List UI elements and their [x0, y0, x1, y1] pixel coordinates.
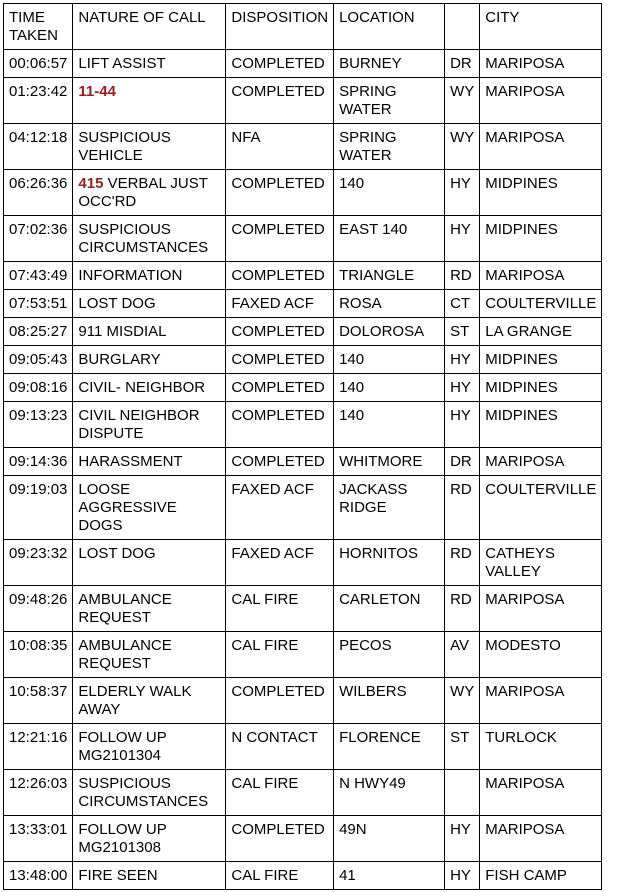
- street-suffix-cell: HY: [445, 816, 480, 862]
- nature-cell: [73, 290, 226, 318]
- city-cell: COULTERVILLE: [480, 476, 602, 540]
- disposition-cell: COMPLETED: [226, 448, 334, 476]
- nature-text: CIVIL- NEIGHBOR: [78, 379, 206, 396]
- disposition-cell: FAXED ACF: [226, 476, 334, 540]
- nature-text: LOST DOG: [78, 295, 156, 312]
- nature-text: INFORMATION: [78, 267, 183, 284]
- time-cell: 10:08:35: [4, 632, 73, 678]
- disposition-cell: CAL FIRE: [226, 586, 334, 632]
- disposition-cell: NFA: [226, 124, 334, 170]
- location-cell: 140: [334, 374, 445, 402]
- time-cell: 04:12:18: [4, 124, 73, 170]
- city-cell: MARIPOSA: [480, 124, 602, 170]
- city-cell: CATHEYS VALLEY: [480, 540, 602, 586]
- call-code: 11-44: [78, 83, 116, 100]
- city-cell: MARIPOSA: [480, 50, 602, 78]
- table-row: [4, 770, 602, 816]
- nature-cell: [73, 216, 226, 262]
- location-cell: FLORENCE: [334, 724, 445, 770]
- time-cell: 00:06:57: [4, 50, 73, 78]
- call-log-table: [3, 3, 602, 890]
- table-row: [4, 50, 602, 78]
- location-cell: BURNEY: [334, 50, 445, 78]
- header-location: LOCATION: [334, 4, 445, 50]
- table-row: [4, 124, 602, 170]
- time-cell: 07:53:51: [4, 290, 73, 318]
- disposition-cell: COMPLETED: [226, 216, 334, 262]
- time-cell: 08:25:27: [4, 318, 73, 346]
- header-street-suffix: [445, 4, 480, 50]
- nature-text: LOOSE AGGRESSIVE DOGS: [78, 481, 177, 534]
- nature-cell: [73, 632, 226, 678]
- location-cell: 140: [334, 346, 445, 374]
- city-cell: MARIPOSA: [480, 770, 602, 816]
- disposition-cell: FAXED ACF: [226, 290, 334, 318]
- table-row: [4, 346, 602, 374]
- location-cell: N HWY49: [334, 770, 445, 816]
- nature-text: LIFT ASSIST: [78, 55, 166, 72]
- table-row: [4, 862, 602, 890]
- city-cell: TURLOCK: [480, 724, 602, 770]
- header-city: CITY: [480, 4, 602, 50]
- street-suffix-cell: HY: [445, 402, 480, 448]
- nature-cell: [73, 78, 226, 124]
- location-cell: 140: [334, 170, 445, 216]
- table-row: [4, 586, 602, 632]
- disposition-cell: COMPLETED: [226, 374, 334, 402]
- time-cell: 07:43:49: [4, 262, 73, 290]
- street-suffix-cell: RD: [445, 586, 480, 632]
- time-cell: 09:19:03: [4, 476, 73, 540]
- location-cell: DOLOROSA: [334, 318, 445, 346]
- location-cell: 49N: [334, 816, 445, 862]
- table-row: [4, 448, 602, 476]
- header-row: [4, 4, 602, 50]
- city-cell: MARIPOSA: [480, 78, 602, 124]
- time-cell: 09:14:36: [4, 448, 73, 476]
- disposition-cell: COMPLETED: [226, 170, 334, 216]
- nature-text: LOST DOG: [78, 545, 156, 562]
- street-suffix-cell: ST: [445, 318, 480, 346]
- nature-text: FOLLOW UP MG2101304: [78, 729, 167, 764]
- nature-text: HARASSMENT: [78, 453, 183, 470]
- nature-cell: [73, 318, 226, 346]
- nature-cell: [73, 862, 226, 890]
- table-row: [4, 632, 602, 678]
- location-cell: HORNITOS: [334, 540, 445, 586]
- city-cell: MARIPOSA: [480, 678, 602, 724]
- nature-text: SUSPICIOUS CIRCUMSTANCES: [78, 775, 209, 810]
- nature-cell: [73, 540, 226, 586]
- disposition-cell: COMPLETED: [226, 78, 334, 124]
- nature-cell: [73, 346, 226, 374]
- street-suffix-cell: WY: [445, 124, 480, 170]
- disposition-cell: COMPLETED: [226, 346, 334, 374]
- table-row: [4, 678, 602, 724]
- nature-text: VERBAL JUST OCC'RD: [78, 175, 208, 210]
- nature-cell: [73, 262, 226, 290]
- header-nature-of-call: NATURE OF CALL: [73, 4, 226, 50]
- location-cell: TRIANGLE: [334, 262, 445, 290]
- table-row: [4, 78, 602, 124]
- time-cell: 10:58:37: [4, 678, 73, 724]
- time-cell: 09:05:43: [4, 346, 73, 374]
- time-cell: 09:08:16: [4, 374, 73, 402]
- location-cell: 41: [334, 862, 445, 890]
- city-cell: MARIPOSA: [480, 262, 602, 290]
- street-suffix-cell: WY: [445, 78, 480, 124]
- location-cell: CARLETON: [334, 586, 445, 632]
- header-time-taken: TIME TAKEN: [4, 4, 73, 50]
- nature-text: AMBULANCE REQUEST: [78, 637, 172, 672]
- time-cell: 07:02:36: [4, 216, 73, 262]
- nature-text: FIRE SEEN: [78, 867, 158, 884]
- nature-cell: [73, 678, 226, 724]
- time-cell: 09:13:23: [4, 402, 73, 448]
- header-disposition: DISPOSITION: [226, 4, 334, 50]
- disposition-cell: FAXED ACF: [226, 540, 334, 586]
- time-cell: 13:48:00: [4, 862, 73, 890]
- disposition-cell: CAL FIRE: [226, 770, 334, 816]
- city-cell: COULTERVILLE: [480, 290, 602, 318]
- disposition-cell: COMPLETED: [226, 402, 334, 448]
- city-cell: MIDPINES: [480, 374, 602, 402]
- city-cell: MIDPINES: [480, 346, 602, 374]
- disposition-cell: CAL FIRE: [226, 632, 334, 678]
- city-cell: MIDPINES: [480, 216, 602, 262]
- time-cell: 12:26:03: [4, 770, 73, 816]
- nature-cell: [73, 724, 226, 770]
- disposition-cell: COMPLETED: [226, 816, 334, 862]
- time-cell: 13:33:01: [4, 816, 73, 862]
- street-suffix-cell: DR: [445, 50, 480, 78]
- street-suffix-cell: HY: [445, 216, 480, 262]
- street-suffix-cell: RD: [445, 476, 480, 540]
- table-row: [4, 262, 602, 290]
- time-cell: 01:23:42: [4, 78, 73, 124]
- disposition-cell: CAL FIRE: [226, 862, 334, 890]
- city-cell: MARIPOSA: [480, 448, 602, 476]
- nature-text: SUSPICIOUS VEHICLE: [78, 129, 171, 164]
- city-cell: MODESTO: [480, 632, 602, 678]
- time-cell: 09:48:26: [4, 586, 73, 632]
- location-cell: ROSA: [334, 290, 445, 318]
- table-row: [4, 374, 602, 402]
- table-row: [4, 540, 602, 586]
- disposition-cell: COMPLETED: [226, 50, 334, 78]
- location-cell: JACKASS RIDGE: [334, 476, 445, 540]
- street-suffix-cell: DR: [445, 448, 480, 476]
- nature-cell: [73, 124, 226, 170]
- street-suffix-cell: RD: [445, 540, 480, 586]
- table-row: [4, 318, 602, 346]
- city-cell: MIDPINES: [480, 170, 602, 216]
- table-row: [4, 476, 602, 540]
- location-cell: PECOS: [334, 632, 445, 678]
- street-suffix-cell: AV: [445, 632, 480, 678]
- street-suffix-cell: CT: [445, 290, 480, 318]
- disposition-cell: COMPLETED: [226, 262, 334, 290]
- street-suffix-cell: HY: [445, 346, 480, 374]
- call-code: 415: [78, 175, 104, 192]
- location-cell: SPRING WATER: [334, 124, 445, 170]
- table-row: [4, 170, 602, 216]
- location-cell: SPRING WATER: [334, 78, 445, 124]
- street-suffix-cell: HY: [445, 170, 480, 216]
- time-cell: 12:21:16: [4, 724, 73, 770]
- time-cell: 09:23:32: [4, 540, 73, 586]
- nature-cell: [73, 816, 226, 862]
- table-row: [4, 724, 602, 770]
- nature-cell: [73, 476, 226, 540]
- table-row: [4, 816, 602, 862]
- table-row: [4, 290, 602, 318]
- disposition-cell: COMPLETED: [226, 678, 334, 724]
- nature-cell: [73, 50, 226, 78]
- nature-cell: [73, 402, 226, 448]
- nature-text: 911 MISDIAL: [78, 323, 167, 340]
- nature-cell: [73, 448, 226, 476]
- location-cell: 140: [334, 402, 445, 448]
- street-suffix-cell: RD: [445, 262, 480, 290]
- nature-text: BURGLARY: [78, 351, 161, 368]
- table-row: [4, 402, 602, 448]
- time-cell: 06:26:36: [4, 170, 73, 216]
- location-cell: EAST 140: [334, 216, 445, 262]
- table-row: [4, 216, 602, 262]
- street-suffix-cell: [445, 770, 480, 816]
- city-cell: LA GRANGE: [480, 318, 602, 346]
- nature-text: CIVIL NEIGHBOR DISPUTE: [78, 407, 200, 442]
- street-suffix-cell: ST: [445, 724, 480, 770]
- location-cell: WHITMORE: [334, 448, 445, 476]
- city-cell: MIDPINES: [480, 402, 602, 448]
- disposition-cell: N CONTACT: [226, 724, 334, 770]
- nature-cell: [73, 170, 226, 216]
- city-cell: MARIPOSA: [480, 816, 602, 862]
- street-suffix-cell: WY: [445, 678, 480, 724]
- street-suffix-cell: HY: [445, 862, 480, 890]
- nature-text: ELDERLY WALK AWAY: [78, 683, 192, 718]
- nature-cell: [73, 374, 226, 402]
- nature-text: SUSPICIOUS CIRCUMSTANCES: [78, 221, 209, 256]
- city-cell: MARIPOSA: [480, 586, 602, 632]
- nature-text: AMBULANCE REQUEST: [78, 591, 172, 626]
- disposition-cell: COMPLETED: [226, 318, 334, 346]
- location-cell: WILBERS: [334, 678, 445, 724]
- nature-cell: [73, 770, 226, 816]
- street-suffix-cell: HY: [445, 374, 480, 402]
- city-cell: FISH CAMP: [480, 862, 602, 890]
- nature-cell: [73, 586, 226, 632]
- nature-text: FOLLOW UP MG2101308: [78, 821, 167, 856]
